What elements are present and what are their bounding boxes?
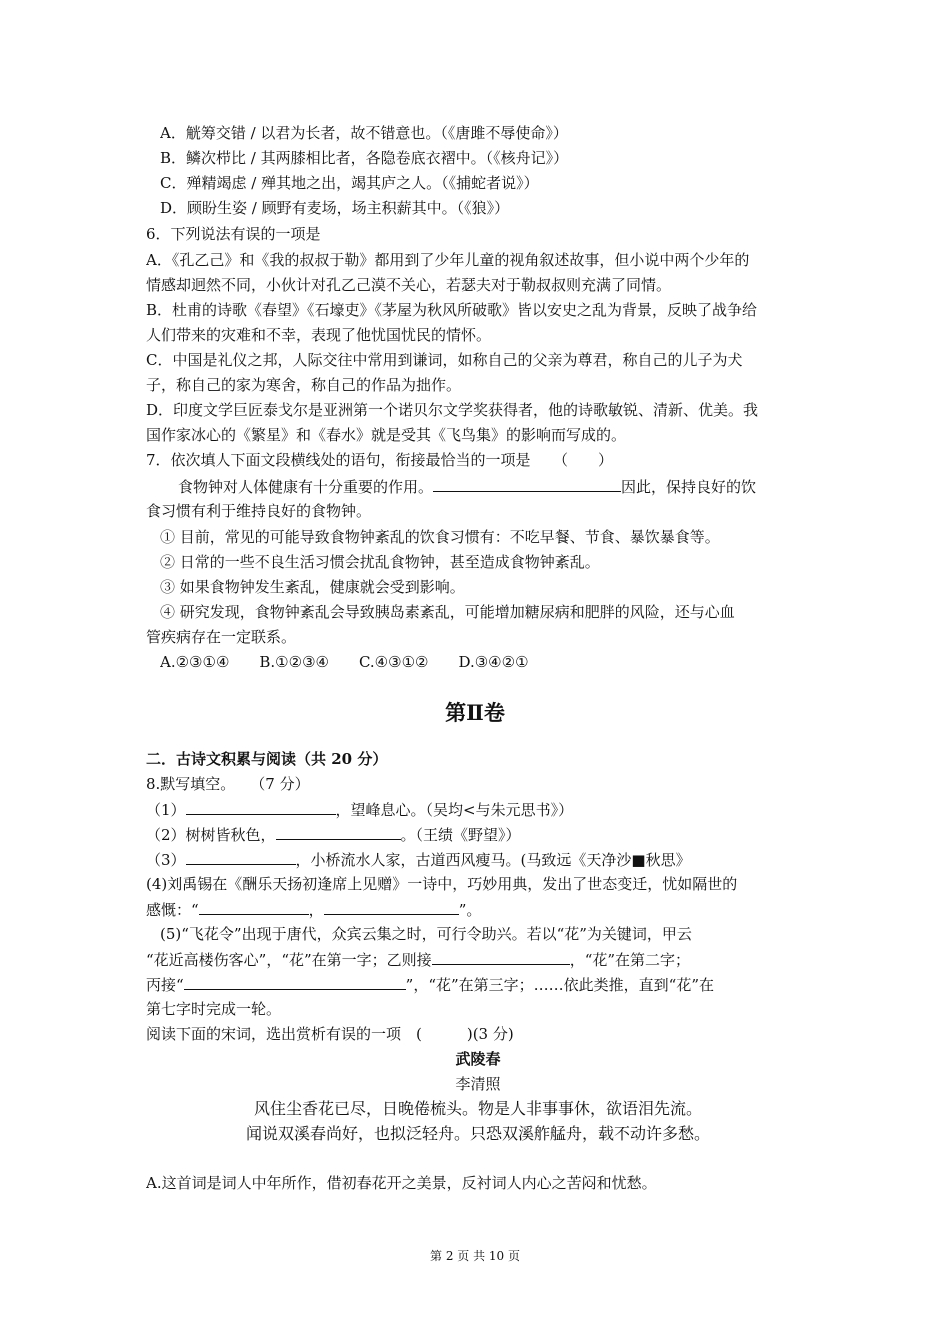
q8-item-2-text-a: （2）树树皆秋色， (146, 826, 276, 844)
q8-item-1 (146, 799, 810, 820)
q7-options: A.②③①④ B.①②③④ C.④③①② D.③④②① (160, 653, 529, 671)
q8-item-5-line2 (146, 949, 810, 970)
q9-option-a: A.这首词是词人中年所作，借初春花开之美景，反衬词人内心之苦闷和忧愁。 (146, 1174, 657, 1192)
q7-blank[interactable] (433, 476, 621, 492)
q8-item-1-text: ，望峰息心。（吴均<与朱元思书》） (335, 801, 574, 819)
q5-option-c: C．殚精竭虑 / 殚其地之出，竭其庐之人。（《捕蛇者说》） (160, 174, 539, 192)
q7-sentence-4-line2: 管疾病存在一定联系。 (146, 628, 297, 646)
q6-option-d-line2: 国作家冰心的《繁星》和《春水》就是受其《飞鸟集》的影响而写成的。 (146, 426, 627, 444)
q6-option-b-line1: B．杜甫的诗歌《春望》《石壕吏》《茅屋为秋风所破歌》皆以安史之乱为背景，反映了战争给 (146, 301, 758, 319)
question-9: 阅读下面的宋词，选出赏析有误的一项 ( )(3 分) (146, 1025, 514, 1043)
q6-option-c-line2: 子，称自己的家为寒舍，称自己的作品为拙作。 (146, 376, 462, 394)
q8-blank-4a[interactable] (199, 899, 309, 915)
section-2-heading: 二．古诗文积累与阅读（共 20 分） (146, 750, 388, 768)
q7-passage-line2: 食习惯有利于维持良好的食物钟。 (146, 502, 372, 520)
q5-option-b: B．鳞次栉比 / 其两膝相比者，各隐卷底衣褶中。（《核舟记》） (160, 149, 569, 167)
q8-item-5-line4: 第七字时完成一轮。 (146, 1000, 282, 1018)
q8-item-5-line3 (146, 974, 810, 995)
q8-item-4-text-c: ”。 (458, 901, 482, 919)
q6-option-c-line1: C．中国是礼仪之邦，人际交往中常用到谦词，如称自己的父亲为尊君，称自己的儿子为犬 (146, 351, 743, 369)
q8-blank-1[interactable] (186, 799, 336, 815)
q8-item-3-text: ，小桥流水人家，古道西风瘦马。(马致远《天净沙■秋思》 (295, 851, 691, 869)
q8-item-5-text-b: ，“花”在第二字； (569, 951, 691, 969)
q8-blank-5a[interactable] (432, 949, 570, 965)
section-title: 第Ⅱ卷 (445, 700, 505, 725)
q6-option-d-line1: D．印度文学巨匠泰戈尔是亚洲第一个诺贝尔文学奖获得者，他的诗歌敏锐、清新、优美。我 (146, 401, 759, 419)
q8-item-5-text-c: 丙接“ (146, 976, 184, 994)
q7-sentence-3: ③ 如果食物钟发生紊乱，健康就会受到影响。 (160, 578, 465, 596)
question-7: 7．依次填人下面文段横线处的语句，衔接最恰当的一项是 （ ） (146, 451, 614, 469)
question-6: 6．下列说法有误的一项是 (146, 225, 321, 243)
q8-item-1-number: （1） (146, 801, 186, 819)
q8-item-5-text-a: “花近高楼伤客心”，“花”在第一字；乙则接 (146, 951, 432, 969)
q7-passage-text-b: 因此，保持良好的饮 (621, 478, 757, 496)
poem-author: 李清照 (455, 1075, 501, 1093)
q8-item-2 (146, 824, 810, 845)
q8-item-4-line2 (146, 899, 810, 920)
q6-option-a-line1: A．《孔乙己》和《我的叔叔于勒》都用到了少年儿童的视角叙述故事，但小说中两个少年的 (146, 251, 750, 269)
q8-item-4-text-a: 感慨：“ (146, 901, 199, 919)
q8-item-2-text-b: 。（王绩《野望》） (400, 826, 521, 844)
q7-passage-line1 (178, 476, 810, 497)
q5-option-a: A．觥筹交错 / 以君为长者，故不错意也。（《唐雎不辱使命》） (160, 124, 568, 142)
q8-item-3 (146, 849, 810, 870)
q8-item-4-line1: (4)刘禹锡在《酬乐天扬初逢席上见赠》一诗中，巧妙用典，发出了世态变迁，忧如隔世的 (146, 875, 738, 893)
q8-item-3-number: （3） (146, 851, 186, 869)
q8-item-5-text-d: ”，“花”在第三字；……依此类推，直到“花”在 (405, 976, 715, 994)
q7-sentence-4-line1: ④ 研究发现，食物钟紊乱会导致胰岛素紊乱，可能增加糖尿病和肥胖的风险，还与心血 (160, 603, 735, 621)
q5-option-d: D．顾盼生姿 / 顾野有麦场，场主积薪其中。（《狼》） (160, 199, 510, 217)
q6-option-a-line2: 情感却迥然不同，小伙计对孔乙己漠不关心，若瑟夫对于勒叔叔则充满了同情。 (146, 276, 672, 294)
poem-line-1: 风住尘香花已尽，日晚倦梳头。物是人非事事休，欲语泪先流。 (253, 1099, 702, 1118)
q8-item-4-text-b: ， (308, 901, 324, 919)
question-8: 8.默写填空。 （7 分） (146, 775, 310, 793)
poem-title: 武陵春 (455, 1050, 501, 1068)
q6-option-b-line2: 人们带来的灾难和不幸，表现了他忧国忧民的情怀。 (146, 326, 492, 344)
q7-passage-text-a: 食物钟对人体健康有十分重要的作用。 (178, 478, 434, 496)
poem-line-2: 闻说双溪春尚好，也拟泛轻舟。只恐双溪舴艋舟，载不动许多愁。 (245, 1124, 710, 1143)
q8-blank-2[interactable] (276, 824, 401, 840)
q7-sentence-2: ② 日常的一些不良生活习惯会扰乱食物钟，甚至造成食物钟紊乱。 (160, 553, 600, 571)
q8-blank-3[interactable] (186, 849, 296, 865)
q8-blank-4b[interactable] (324, 899, 459, 915)
q7-sentence-1: ① 目前，常见的可能导致食物钟紊乱的饮食习惯有：不吃早餐、节食、暴饮暴食等。 (160, 528, 720, 546)
q8-blank-5b[interactable] (184, 974, 406, 990)
page-footer: 第 2 页 共 10 页 (430, 1249, 520, 1263)
q8-item-5-line1: (5)“飞花令”出现于唐代，众宾云集之时，可行令助兴。若以“花”为关键词，甲云 (160, 925, 692, 943)
